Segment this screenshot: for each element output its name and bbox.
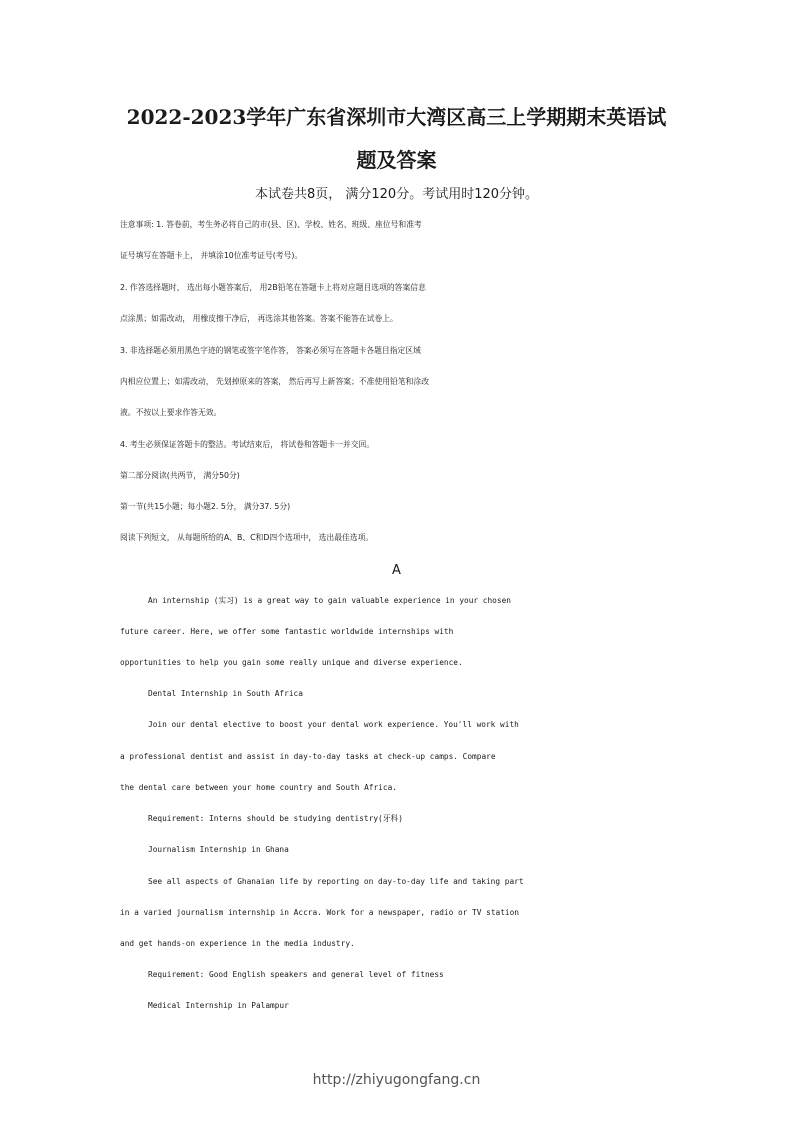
- passage-line: the dental care between your home country and South Africa.: [120, 783, 397, 792]
- passage-line: See all aspects of Ghanaian life by reporting on day-to-day life and taking part: [148, 877, 524, 886]
- passage-line: and get hands-on experience in the media industry.: [120, 939, 355, 948]
- section-heading: 第二部分阅读(共两节， 满分50分): [120, 471, 240, 480]
- section-subheading: 第一节(共15小题；每小题2. 5分， 满分37. 5分): [120, 502, 291, 511]
- document-title-line-2: 题及答案: [356, 148, 437, 172]
- passage-line: opportunities to help you gain some really unique and diverse experience.: [120, 658, 463, 667]
- internship-heading: Medical Internship in Palampur: [148, 1001, 289, 1010]
- notice-line: 4. 考生必须保证答题卡的整洁。考试结束后， 将试卷和答题卡一并交回。: [120, 440, 375, 449]
- requirement-line: Requirement: Good English speakers and general level of fitness: [148, 970, 444, 979]
- passage-line: future career. Here, we offer some fantastic worldwide internships with: [120, 627, 454, 636]
- notice-line: 点涂黑；如需改动， 用橡皮擦干净后， 再选涂其他答案。答案不能答在试卷上。: [120, 314, 398, 323]
- notice-line: 注意事项: 1. 答卷前，考生务必将自己的市(县、区)、学校、姓名、班级、座位号和准考: [120, 220, 422, 229]
- notice-line: 2. 作答选择题时， 选出每小题答案后， 用2B铅笔在答题卡上将对应题目选项的答案信息: [120, 283, 426, 292]
- notice-line: 证号填写在答题卡上， 并填涂10位准考证号(考号)。: [120, 251, 303, 260]
- passage-letter: A: [392, 563, 401, 578]
- instructions: 阅读下列短文， 从每题所给的A、B、C和D四个选项中， 选出最佳选项。: [120, 533, 374, 542]
- notice-line: 液。不按以上要求作答无效。: [120, 408, 222, 417]
- passage-line: An internship (实习) is a great way to gain valuable experience in your chosen: [148, 596, 511, 605]
- internship-heading: Dental Internship in South Africa: [148, 689, 303, 698]
- requirement-line: Requirement: Interns should be studying dentistry(牙科): [148, 814, 403, 823]
- exam-info: 本试卷共8页， 满分120分。考试用时120分钟。: [254, 187, 539, 202]
- notice-line: 3. 非选择题必须用黑色字迹的钢笔或签字笔作答， 答案必须写在答题卡各题目指定区域: [120, 346, 421, 355]
- passage-line: in a varied journalism internship in Accra. Work for a newspaper, radio or TV station: [120, 908, 520, 917]
- internship-heading: Journalism Internship in Ghana: [148, 845, 289, 854]
- footer-url: http://zhiyugongfang.cn: [312, 1072, 481, 1088]
- document-title-line-1: 2022-2023学年广东省深圳市大湾区高三上学期期末英语试: [126, 105, 667, 129]
- passage-line: a professional dentist and assist in day-to-day tasks at check-up camps. Compare: [120, 752, 496, 761]
- passage-line: Join our dental elective to boost your dental work experience. You'll work with: [148, 720, 519, 729]
- notice-line: 内相应位置上；如需改动， 先划掉原来的答案， 然后再写上新答案；不准使用铅笔和涂改: [120, 377, 430, 386]
